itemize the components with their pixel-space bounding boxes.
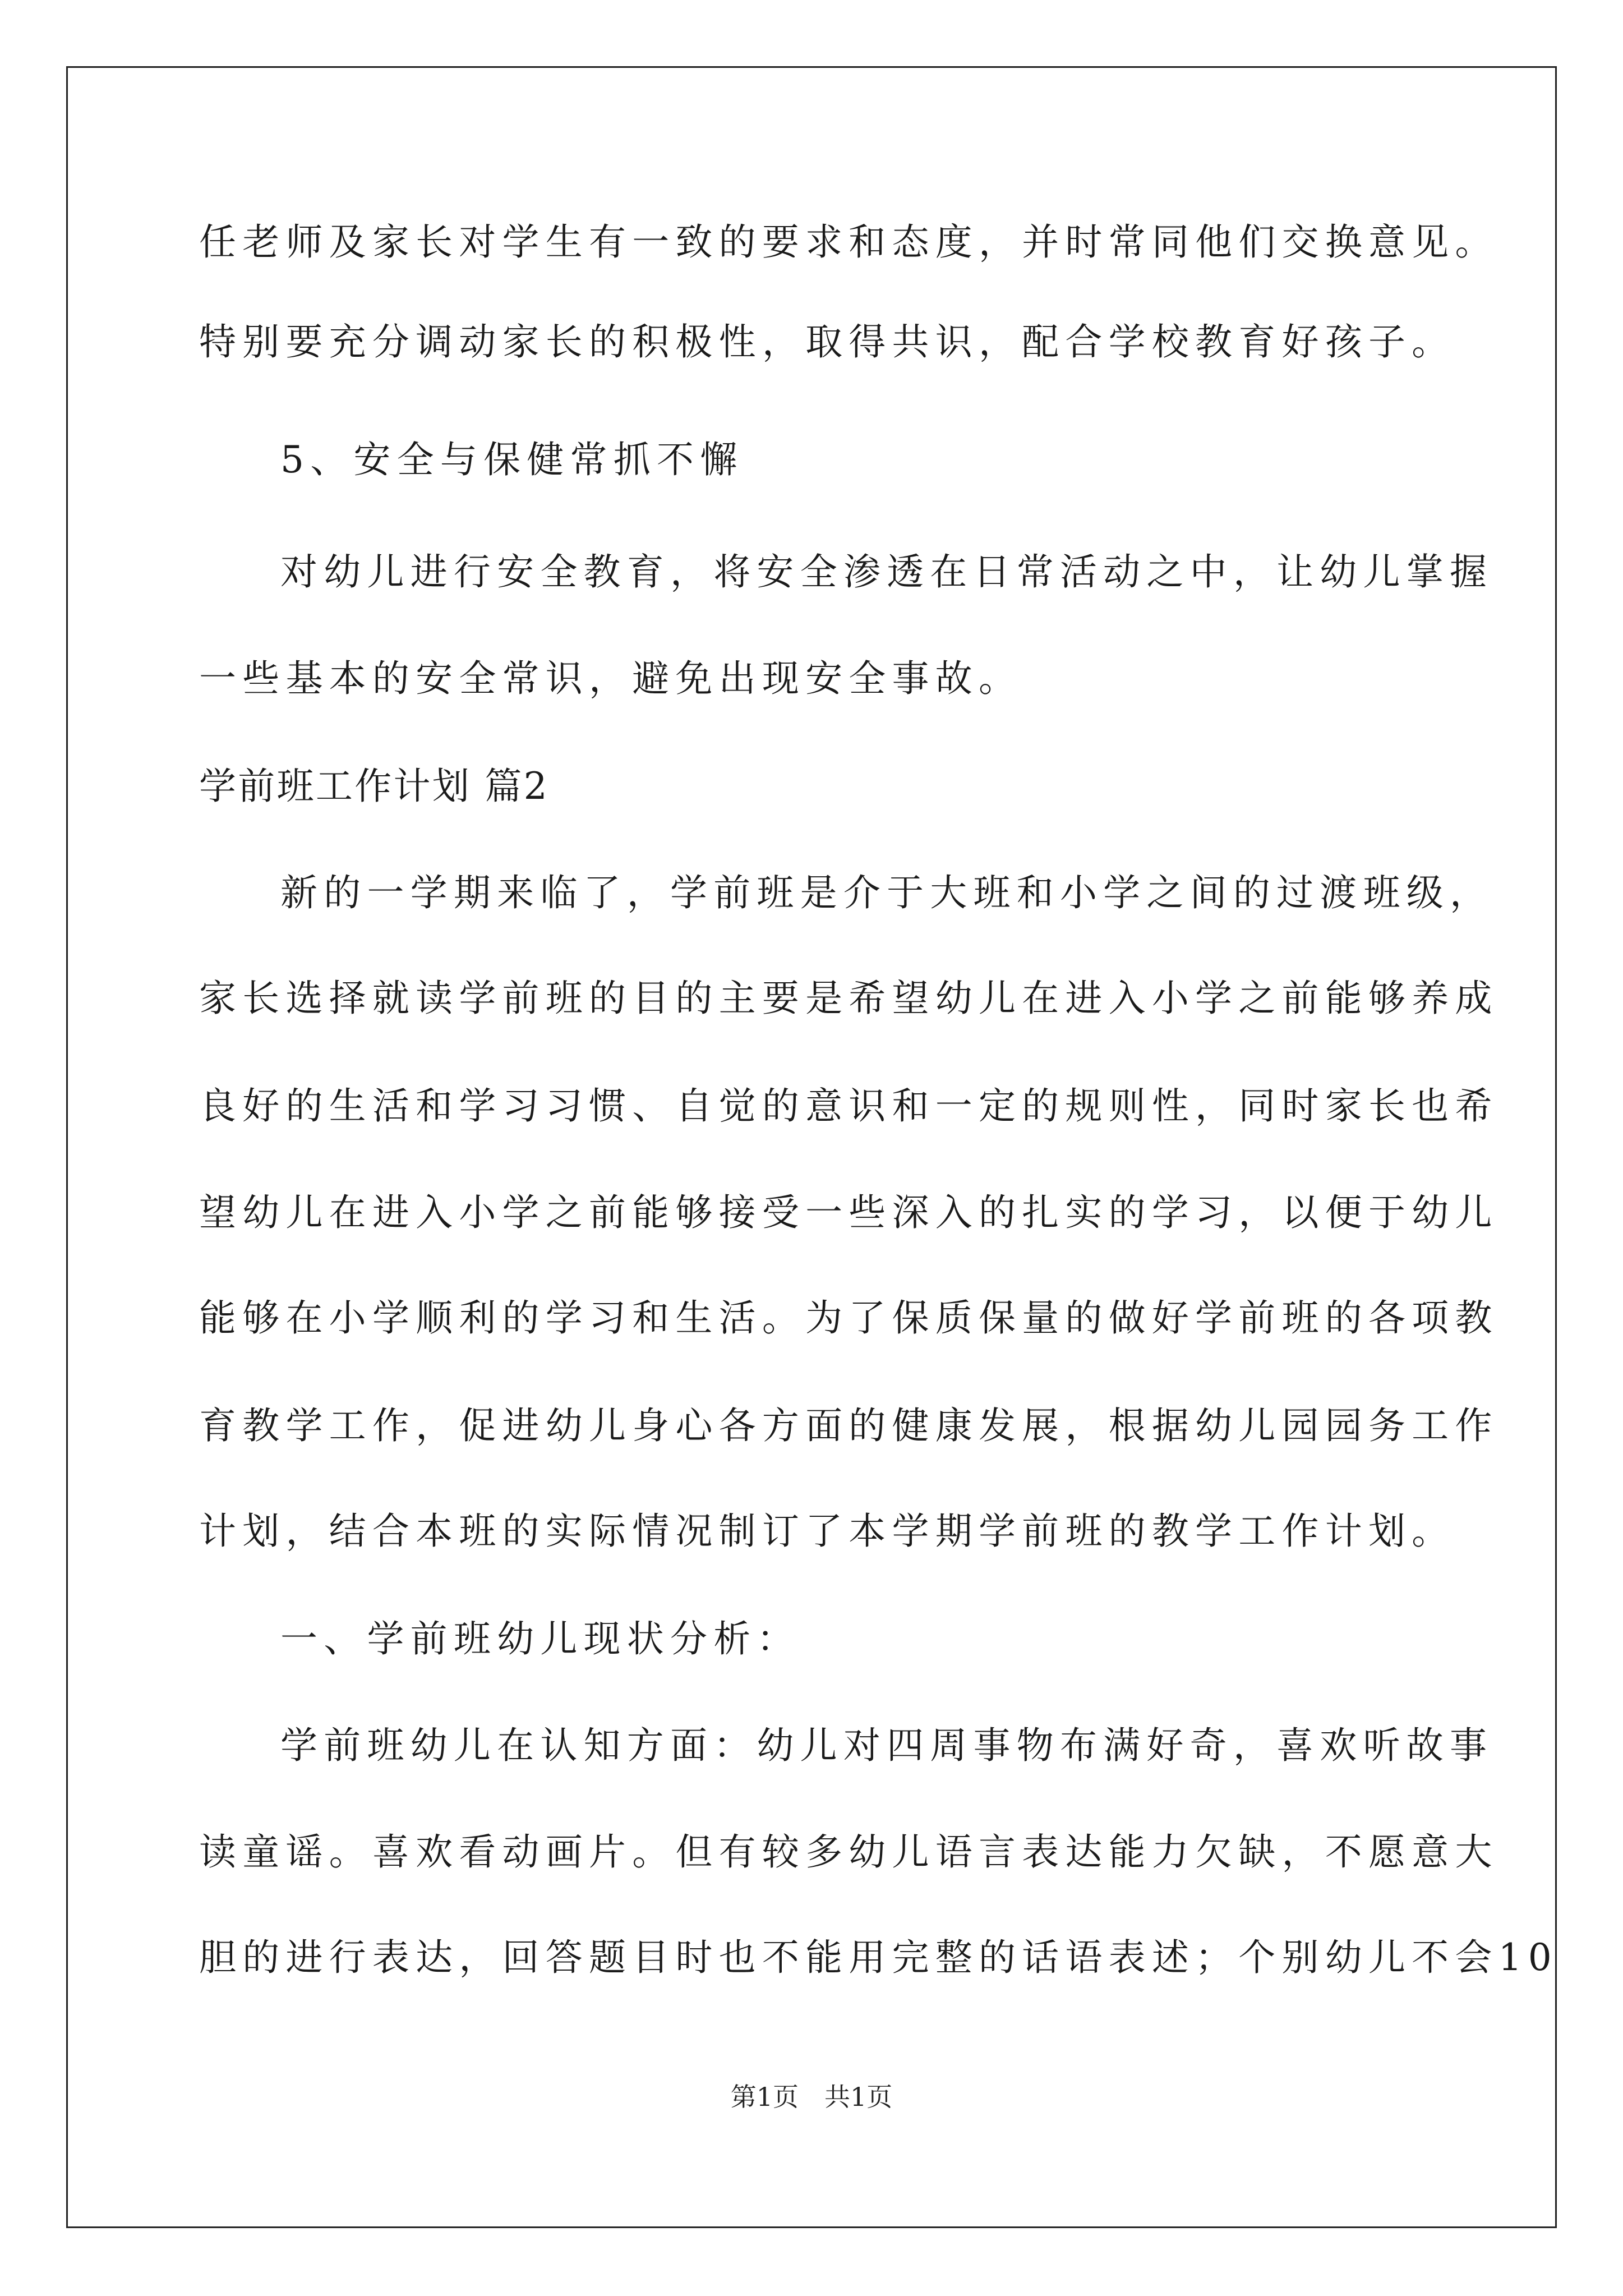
paragraph-line: 良好的生活和学习习惯、自觉的意识和一定的规则性，同时家长也希 xyxy=(199,1084,1498,1128)
paragraph-line: 能够在小学顺利的学习和生活。为了保质保量的做好学前班的各项教 xyxy=(199,1296,1498,1340)
paragraph-line: 任老师及家长对学生有一致的要求和态度，并时常同他们交换意见。 xyxy=(199,220,1498,264)
paragraph-line: 家长选择就读学前班的目的主要是希望幼儿在进入小学之前能够养成 xyxy=(199,977,1498,1020)
paragraph-line: 一些基本的安全常识，避免出现安全事故。 xyxy=(199,657,1022,700)
paragraph-line: 胆的进行表达，回答题目时也不能用完整的话语表述；个别幼儿不会10 xyxy=(199,1936,1559,1979)
page-border xyxy=(66,66,1557,2228)
section-heading: 5、安全与保健常抓不懈 xyxy=(280,438,744,481)
page-number-footer: 第1页 共1页 xyxy=(730,2082,893,2112)
article-title: 学前班工作计划 篇2 xyxy=(199,765,549,808)
paragraph-line: 望幼儿在进入小学之前能够接受一些深入的扎实的学习，以便于幼儿 xyxy=(199,1191,1498,1234)
paragraph-line: 读童谣。喜欢看动画片。但有较多幼儿语言表达能力欠缺，不愿意大 xyxy=(199,1830,1498,1874)
paragraph-line: 育教学工作，促进幼儿身心各方面的健康发展，根据幼儿园园务工作 xyxy=(199,1404,1498,1447)
paragraph-line: 特别要充分调动家长的积极性，取得共识，配合学校教育好孩子。 xyxy=(199,320,1455,364)
paragraph-line: 学前班幼儿在认知方面：幼儿对四周事物布满好奇，喜欢听故事 xyxy=(280,1724,1493,1767)
paragraph-line: 对幼儿进行安全教育，将安全渗透在日常活动之中，让幼儿掌握 xyxy=(280,550,1493,593)
paragraph-line: 新的一学期来临了，学前班是介于大班和小学之间的过渡班级， xyxy=(280,871,1493,914)
paragraph-line: 计划，结合本班的实际情况制订了本学期学前班的教学工作计划。 xyxy=(199,1510,1455,1553)
section-heading: 一、学前班幼儿现状分析： xyxy=(280,1617,800,1660)
